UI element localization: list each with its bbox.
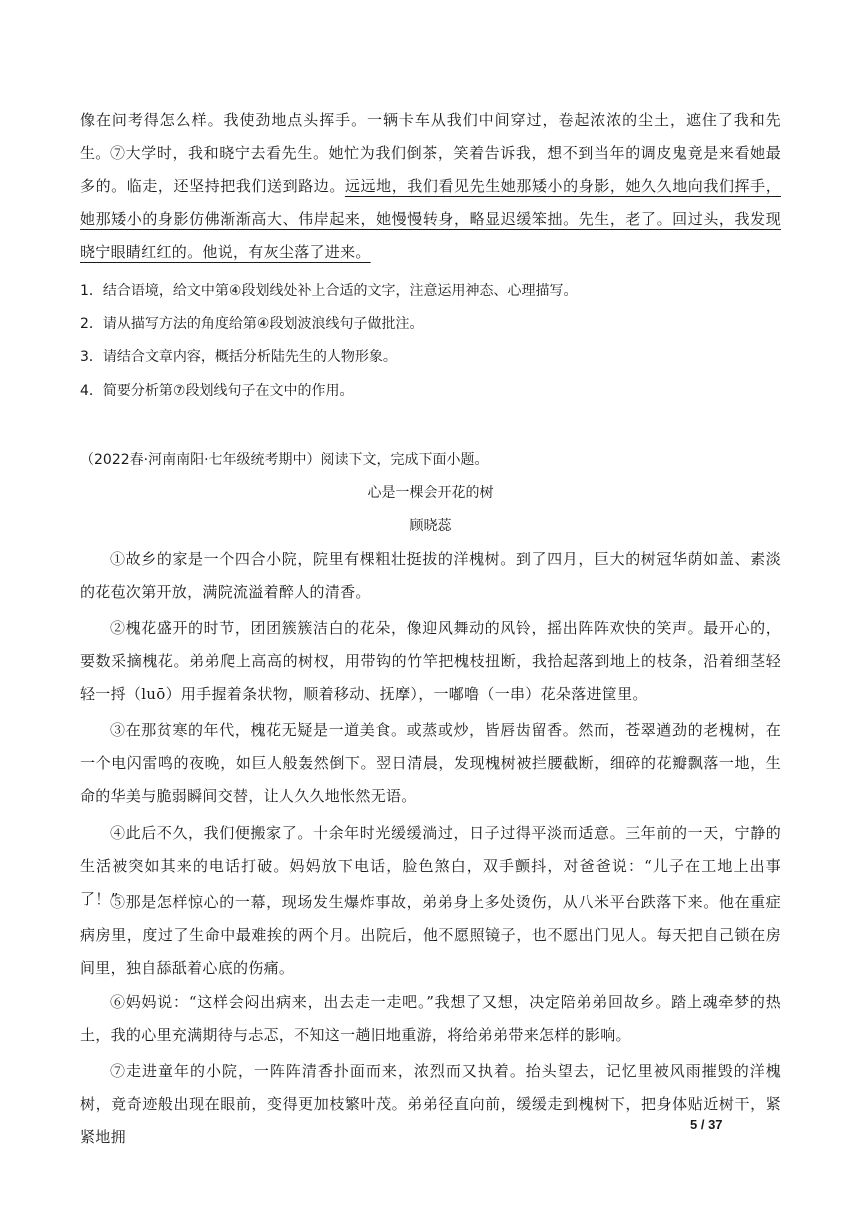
paragraph-continued: 像在问考得怎么样。我使劲地点头挥手。一辆卡车从我们中间穿过，卷起浓浓的尘土，遮住了我和先生。 xyxy=(80,111,781,162)
exam-source: （2022春·河南南阳·七年级统考期中）阅读下文，完成下面小题。 xyxy=(80,452,489,468)
question-2: 2．请从描写方法的角度给第④段划波浪线句子做批注。 xyxy=(80,316,424,332)
paragraph-7-plain-text: ⑦大学时，我和晓宁去看先生。她忙为我们倒茶，笑着告诉我，想不到当年的调皮鬼竟是来看她最多的。临走，还坚持把我们送到路边。 xyxy=(80,144,781,195)
paragraph-1: ①故乡的家是一个四合小院，院里有棵粗壮挺拔的洋槐树。到了四月，巨大的树冠华荫如盖、素淡的花苞次第开放，满院流溢着醉人的清香。 xyxy=(80,550,781,601)
article-author: 顾晓蕊 xyxy=(409,518,452,534)
paragraph-7-story1 xyxy=(80,137,781,269)
page-number: 5 / 37 xyxy=(690,1117,723,1132)
article-title: 心是一棵会开花的树 xyxy=(367,485,494,501)
paragraph-7-underlined-text: 远远地，我们看见先生她那矮小的身影，她久久地向我们挥手，她那矮小的身影仿佛渐渐高大、伟岸起来，她慢慢转身，略显迟缓笨拙。先生，老了。回过头，我发现晓宁眼睛红红的。他说，有灰尘落了进来。 xyxy=(80,177,782,261)
question-4: 4．简要分析第⑦段划线句子在文中的作用。 xyxy=(80,383,354,399)
paragraph-6: ⑥妈妈说：“这样会闷出病来，出去走一走吧。”我想了又想，决定陪弟弟回故乡。踏上魂牵梦的热土，我的心里充满期待与忐忑，不知这一趟旧地重游，将给弟弟带来怎样的影响。 xyxy=(80,993,781,1044)
paragraph-3: ③在那贫寒的年代，槐花无疑是一道美食。或蒸或炒，皆唇齿留香。然而，苍翠遒劲的老槐树，在一个电闪雷鸣的夜晚，如巨人般轰然倒下。翌日清晨，发现槐树被拦腰截断，细碎的花瓣飘落一地，生命的华美与脆弱瞬间交替，让人久久地怅然无语。 xyxy=(80,721,781,805)
paragraph-2: ②槐花盛开的时节，团团簇簇洁白的花朵，像迎风舞动的风铃，摇出阵阵欢快的笑声。最开心的，要数采摘槐花。弟弟爬上高高的树杈，用带钩的竹竿把槐枝扭断，我拾起落到地上的枝条，沿着细茎轻轻一捋（luō）用手握着条状物，顺着移动、抚摩），一嘟噜（一串）花朵落进筐里。 xyxy=(80,619,781,703)
paragraph-5: ⑤那是怎样惊心的一幕，现场发生爆炸事故，弟弟身上多处烫伤，从八米平台跌落下来。他在重症病房里，度过了生命中最难挨的两个月。出院后，他不愿照镜子，也不愿出门见人。每天把自己锁在房间里，独自舔舐着心底的伤痛。 xyxy=(80,893,781,977)
paragraph-4: ④此后不久，我们便搬家了。十余年时光缓缓淌过，日子过得平淡而适意。三年前的一天，宁静的生活被突如其来的电话打破。妈妈放下电话，脸色煞白，双手颤抖，对爸爸说：“儿子在工地上出事了！” xyxy=(80,824,781,908)
question-3: 3．请结合文章内容，概括分析陆先生的人物形象。 xyxy=(80,349,397,365)
paragraph-7: ⑦走进童年的小院，一阵阵清香扑面而来，浓烈而又执着。抬头望去，记忆里被风雨摧毁的洋槐树，竟奇迹般出现在眼前，变得更加枝繁叶茂。弟弟径直向前，缓缓走到槐树下，把身体贴近树干，紧紧地拥 xyxy=(80,1062,781,1146)
question-1: 1．结合语境，给文中第④段划线处补上合适的文字，注意运用神态、心理描写。 xyxy=(80,283,578,299)
